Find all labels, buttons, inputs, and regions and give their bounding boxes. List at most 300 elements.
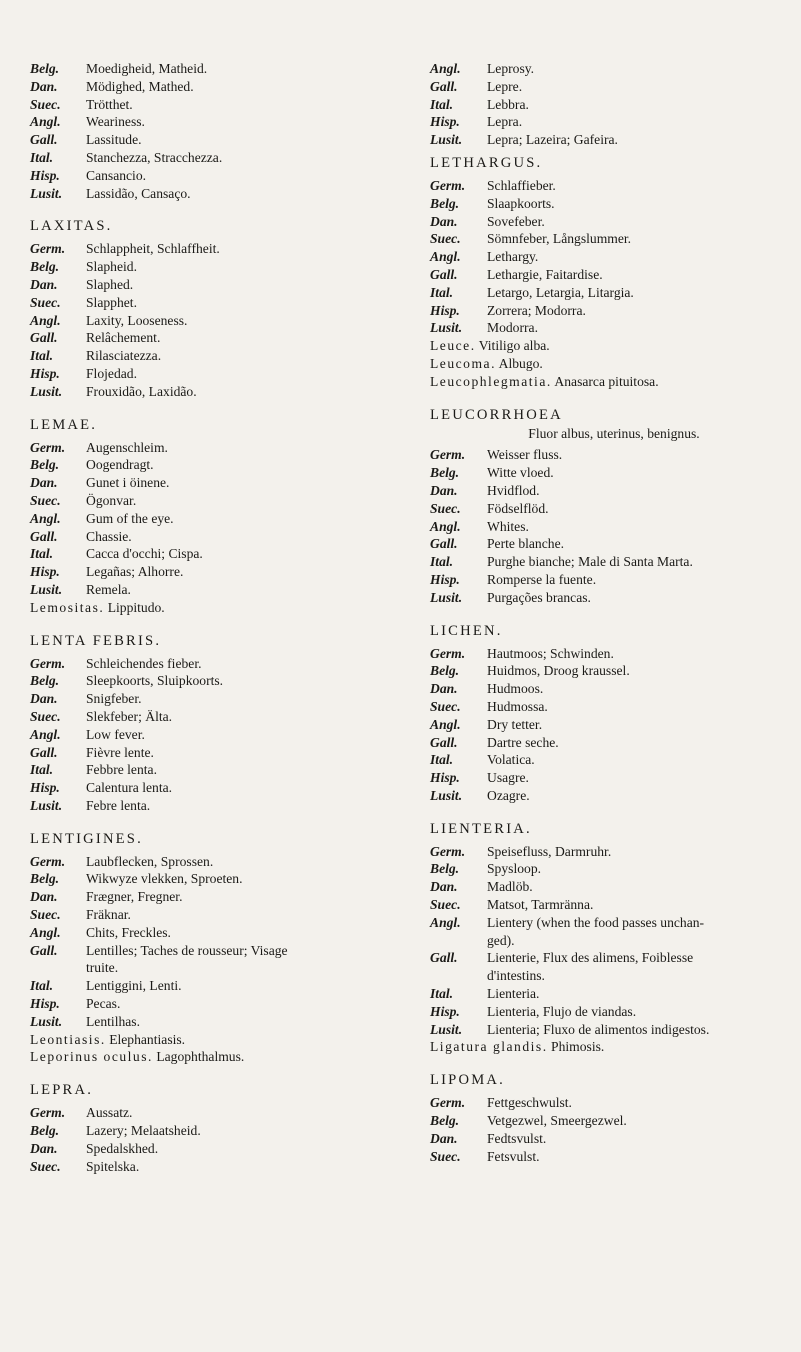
leuce-entry: Leuce. Vitiligo alba. xyxy=(430,338,550,354)
term-text: Purgações brancas. xyxy=(487,589,591,605)
language-label: Angl. xyxy=(30,924,61,940)
language-label: Belg. xyxy=(30,673,60,689)
language-label: Lusit. xyxy=(30,797,63,813)
term-text: Rilasciatezza. xyxy=(86,348,162,364)
heading-laxitas: LAXITAS. xyxy=(30,218,113,235)
entry-row xyxy=(430,878,798,896)
term-text: Sleepkoorts, Sluipkoorts. xyxy=(86,673,224,689)
term-text: Födselflöd. xyxy=(487,500,549,516)
entry-row xyxy=(30,942,400,960)
left-column xyxy=(30,60,400,1175)
entry-row xyxy=(430,1130,798,1148)
language-label: Germ. xyxy=(30,241,66,257)
language-label: Belg. xyxy=(430,465,460,481)
language-label: Angl. xyxy=(30,726,61,742)
language-label: Hisp. xyxy=(430,1003,460,1019)
term-text: Madlöb. xyxy=(487,879,533,895)
entry-row xyxy=(30,492,400,510)
term-text: Oogendragt. xyxy=(86,457,154,473)
language-label: Dan. xyxy=(30,691,58,707)
lepra-continued-block xyxy=(430,60,798,149)
language-label: Germ. xyxy=(30,655,66,671)
entry-row xyxy=(430,680,798,698)
term-text: Chits, Freckles. xyxy=(86,924,171,940)
language-label: Ital. xyxy=(430,752,454,768)
entry-row xyxy=(30,347,400,365)
term-text: Trötthet. xyxy=(86,96,133,112)
entry-row xyxy=(430,518,798,536)
entry-row xyxy=(30,655,400,673)
leucophlegmatia-entry: Leucophlegmatia. Anasarca pituitosa. xyxy=(430,373,659,389)
language-label: Hisp. xyxy=(30,365,60,381)
term-text: Usagre. xyxy=(487,770,529,786)
heading-lenta-febris: LENTA FEBRIS. xyxy=(30,632,162,649)
language-label: Dan. xyxy=(30,889,58,905)
term-text: Hautmoos; Schwinden. xyxy=(487,645,614,661)
term-text: Flojedad. xyxy=(86,365,137,381)
gall-continuation: d'intestins. xyxy=(487,968,545,984)
term-text: Slapheid. xyxy=(86,259,137,275)
language-label: Dan. xyxy=(430,879,458,895)
entry-row xyxy=(430,787,798,805)
angl-continuation: ged). xyxy=(487,932,515,948)
leucoma-entry: Leucoma. Albugo. xyxy=(430,355,543,371)
term-text: Hvidflod. xyxy=(487,482,540,498)
entry-row xyxy=(30,258,400,276)
language-label: Belg. xyxy=(30,871,60,887)
lemositas-entry: Lemositas. Lippitudo. xyxy=(30,599,165,615)
term-text: Cansancio. xyxy=(86,167,147,183)
term-text: Lentiggini, Lenti. xyxy=(86,978,182,994)
right-column xyxy=(430,60,798,1165)
entry-row xyxy=(430,1148,798,1166)
term-text: Slapphet. xyxy=(86,294,137,310)
term-text: Spysloop. xyxy=(487,861,542,877)
entry-row xyxy=(30,1104,400,1122)
language-label: Angl. xyxy=(430,518,461,534)
heading-lipoma: LIPOMA. xyxy=(430,1072,505,1089)
term-text: Fedtsvulst. xyxy=(487,1130,547,1146)
heading-lienteria: LIENTERIA. xyxy=(430,820,532,837)
term-text: Lepra; Lazeira; Gafeira. xyxy=(487,132,618,148)
entry-row xyxy=(30,708,400,726)
language-label: Angl. xyxy=(430,249,461,265)
language-label: Belg. xyxy=(30,61,60,76)
entry-row xyxy=(30,888,400,906)
entry-row xyxy=(430,1094,798,1112)
language-label: Ital. xyxy=(430,986,454,1002)
language-label: Hisp. xyxy=(430,571,460,587)
entry-row xyxy=(430,553,798,571)
term-text: Aussatz. xyxy=(86,1105,133,1121)
entry-row xyxy=(430,302,798,320)
language-label: Dan. xyxy=(430,681,458,697)
term-text: Hudmoos. xyxy=(487,681,544,697)
entry-row xyxy=(430,734,798,752)
lipoma-block xyxy=(430,1094,798,1165)
term-text: Sovefeber. xyxy=(487,213,545,229)
heading-lethargus: LETHARGUS. xyxy=(430,154,543,171)
term-text: Fetsvulst. xyxy=(487,1148,540,1164)
term-text: Letargo, Letargia, Litargia. xyxy=(487,284,634,300)
entry-row xyxy=(30,726,400,744)
term-text: Lethargy. xyxy=(487,249,539,265)
term-text: Fièvre lente. xyxy=(86,744,154,760)
language-label: Lusit. xyxy=(430,589,463,605)
language-label: Germ. xyxy=(30,853,66,869)
language-label: Suec. xyxy=(30,1158,61,1174)
language-label: Ital. xyxy=(430,554,454,570)
entry-row xyxy=(30,581,400,599)
language-label: Gall. xyxy=(430,78,458,94)
lentigines-block xyxy=(30,853,400,960)
language-label: Dan. xyxy=(30,276,58,292)
term-text: Matsot, Tarmränna. xyxy=(487,897,594,913)
term-text: Volatica. xyxy=(487,752,535,768)
term-text: Weisser fluss. xyxy=(487,447,563,463)
language-label: Suec. xyxy=(430,698,461,714)
entry-row xyxy=(30,528,400,546)
entry-row xyxy=(30,96,400,114)
language-label: Gall. xyxy=(430,266,458,282)
term-text: Fräknar. xyxy=(86,907,131,923)
term-text: Lethargie, Faitardise. xyxy=(487,266,603,282)
entry-row xyxy=(430,1021,798,1039)
term-text: Lienteria. xyxy=(487,986,540,1002)
language-label: Gall. xyxy=(30,132,58,148)
term-text: Lassidão, Cansaço. xyxy=(86,185,191,201)
entry-row xyxy=(30,60,400,78)
term-text: Vetgezwel, Smeergezwel. xyxy=(487,1113,627,1129)
language-label: Dan. xyxy=(430,213,458,229)
lenta-febris-block xyxy=(30,655,400,815)
heading-lemae: LEMAE. xyxy=(30,416,98,433)
language-label: Lusit. xyxy=(430,787,463,803)
leucorrhoea-subtitle: Fluor albus, uterinus, benignus. xyxy=(528,425,700,441)
entry-row xyxy=(30,744,400,762)
term-text: Schlappheit, Schlaffheit. xyxy=(86,241,220,257)
term-text: Lienteria; Fluxo de alimentos indigestos. xyxy=(487,1021,710,1037)
laxitas-block xyxy=(30,240,400,400)
lentigines-block-2 xyxy=(30,977,400,1030)
heading-leucorrhoea: LEUCORRHOEA xyxy=(430,406,563,423)
heading-lentigines: LENTIGINES. xyxy=(30,830,143,847)
term-text: Mödighed, Mathed. xyxy=(86,78,194,94)
term-text: Modorra. xyxy=(487,320,538,336)
language-label: Suec. xyxy=(430,500,461,516)
language-label: Lusit. xyxy=(430,132,463,148)
term-text: Zorrera; Modorra. xyxy=(487,302,586,318)
term-text: Lebbra. xyxy=(487,96,529,112)
entry-row xyxy=(30,870,400,888)
language-label: Hisp. xyxy=(30,167,60,183)
language-label: Lusit. xyxy=(30,581,63,597)
language-label: Hisp. xyxy=(30,996,60,1012)
term-text: Fettgeschwulst. xyxy=(487,1095,572,1111)
entry-row xyxy=(30,78,400,96)
term-text: Gum of the eye. xyxy=(86,510,174,526)
language-label: Ital. xyxy=(430,284,454,300)
entry-row xyxy=(30,1140,400,1158)
language-label: Belg. xyxy=(30,1123,60,1139)
entry-row xyxy=(30,761,400,779)
entry-row xyxy=(430,843,798,861)
language-label: Belg. xyxy=(430,195,460,211)
heading-lichen: LICHEN. xyxy=(430,622,503,639)
language-label: Suec. xyxy=(30,294,61,310)
term-text: Lentilhas. xyxy=(86,1013,140,1029)
entry-row xyxy=(30,797,400,815)
language-label: Dan. xyxy=(430,482,458,498)
term-text: Remela. xyxy=(86,581,131,597)
term-text: Laubflecken, Sprossen. xyxy=(86,853,214,869)
entry-row xyxy=(30,690,400,708)
term-text: Lepre. xyxy=(487,78,523,94)
language-label: Gall. xyxy=(30,528,58,544)
term-text: Spitelska. xyxy=(86,1158,140,1174)
entry-row xyxy=(30,1013,400,1031)
language-label: Suec. xyxy=(30,708,61,724)
language-label: Germ. xyxy=(430,447,466,463)
term-text: Purghe bianche; Male di Santa Marta. xyxy=(487,554,693,570)
language-label: Gall. xyxy=(430,734,458,750)
entry-row xyxy=(30,924,400,942)
language-label: Lusit. xyxy=(30,383,63,399)
language-label: Gall. xyxy=(30,942,58,958)
language-label: Suec. xyxy=(430,897,461,913)
language-label: Suec. xyxy=(30,492,61,508)
entry-row xyxy=(30,510,400,528)
lienteria-block xyxy=(430,843,798,932)
term-text: Spedalskhed. xyxy=(86,1140,159,1156)
entry-row xyxy=(430,266,798,284)
term-text: Lazery; Melaatsheid. xyxy=(86,1123,201,1139)
language-label: Belg. xyxy=(430,1113,460,1129)
term-text: Laxity, Looseness. xyxy=(86,312,188,328)
entry-row xyxy=(30,185,400,203)
entry-row xyxy=(430,78,798,96)
entry-row xyxy=(30,1158,400,1176)
entry-row xyxy=(430,248,798,266)
language-label: Gall. xyxy=(430,536,458,552)
entry-row xyxy=(430,464,798,482)
entry-row xyxy=(430,230,798,248)
term-text: Perte blanche. xyxy=(487,536,564,552)
term-text: Ögonvar. xyxy=(86,492,137,508)
language-label: Gall. xyxy=(30,744,58,760)
entry-row xyxy=(30,131,400,149)
term-text: Pecas. xyxy=(86,996,121,1012)
entry-row xyxy=(430,446,798,464)
term-text: Speisefluss, Darmruhr. xyxy=(487,843,612,859)
entry-row xyxy=(30,995,400,1013)
language-label: Lusit. xyxy=(430,320,463,336)
language-label: Dan. xyxy=(30,78,58,94)
term-text: Frægner, Fregner. xyxy=(86,889,183,905)
term-text: Slaphed. xyxy=(86,276,134,292)
entry-row xyxy=(430,482,798,500)
language-label: Lusit. xyxy=(30,185,63,201)
leporinus-entry: Leporinus oculus. Lagophthalmus. xyxy=(30,1049,245,1065)
language-label: Germ. xyxy=(30,1105,66,1121)
entry-row xyxy=(30,240,400,258)
entry-row xyxy=(430,662,798,680)
entry-row xyxy=(30,672,400,690)
lepra-block xyxy=(30,1104,400,1175)
entry-row xyxy=(430,860,798,878)
term-text: Low fever. xyxy=(86,726,145,742)
term-text: Lentilles; Taches de rousseur; Visage xyxy=(86,942,288,958)
term-text: Moedigheid, Matheid. xyxy=(86,61,208,76)
entry-row xyxy=(430,645,798,663)
entry-row xyxy=(30,779,400,797)
term-text: Witte vloed. xyxy=(487,465,554,481)
language-label: Angl. xyxy=(30,312,61,328)
entry-row xyxy=(30,474,400,492)
entry-row xyxy=(430,319,798,337)
term-text: Huidmos, Droog kraussel. xyxy=(487,663,630,679)
entry-row xyxy=(30,545,400,563)
entry-row xyxy=(30,329,400,347)
language-label: Germ. xyxy=(30,439,66,455)
entry-row xyxy=(430,500,798,518)
term-text: Romperse la fuente. xyxy=(487,571,597,587)
term-text: Febre lenta. xyxy=(86,797,151,813)
entry-row xyxy=(30,276,400,294)
language-label: Dan. xyxy=(30,1140,58,1156)
term-text: Slaapkoorts. xyxy=(487,195,555,211)
language-label: Hisp. xyxy=(430,302,460,318)
term-text: Lienterie, Flux des alimens, Foiblesse xyxy=(487,950,694,966)
entry-row xyxy=(30,906,400,924)
language-label: Ital. xyxy=(30,762,54,778)
language-label: Angl. xyxy=(430,716,461,732)
language-label: Suec. xyxy=(430,231,461,247)
entry-row xyxy=(430,195,798,213)
term-text: Snigfeber. xyxy=(86,691,142,707)
entry-row xyxy=(30,1122,400,1140)
entry-row xyxy=(30,456,400,474)
term-text: Ozagre. xyxy=(487,787,530,803)
entry-row xyxy=(430,1112,798,1130)
entry-row xyxy=(430,1003,798,1021)
lemae-block xyxy=(30,439,400,599)
language-label: Suec. xyxy=(30,96,61,112)
language-label: Gall. xyxy=(30,330,58,346)
term-text: Hudmossa. xyxy=(487,698,548,714)
language-label: Hisp. xyxy=(30,780,60,796)
entry-row xyxy=(430,213,798,231)
language-label: Belg. xyxy=(430,861,460,877)
entry-row xyxy=(430,535,798,553)
entry-row xyxy=(430,96,798,114)
term-text: Dartre seche. xyxy=(487,734,559,750)
entry-row xyxy=(430,177,798,195)
term-text: Schlaffieber. xyxy=(487,177,556,193)
lichen-block xyxy=(430,645,798,805)
moedigheid-block xyxy=(30,60,400,202)
language-label: Belg. xyxy=(430,663,460,679)
term-text: Augenschleim. xyxy=(86,439,168,455)
language-label: Dan. xyxy=(430,1130,458,1146)
term-text: Relâchement. xyxy=(86,330,161,346)
language-label: Gall. xyxy=(430,950,458,966)
language-label: Ital. xyxy=(430,96,454,112)
entry-row xyxy=(430,769,798,787)
entry-row xyxy=(30,113,400,131)
entry-row xyxy=(430,985,798,1003)
heading-lepra: LEPRA. xyxy=(30,1082,94,1099)
language-label: Suec. xyxy=(30,907,61,923)
term-text: Stanchezza, Stracchezza. xyxy=(86,149,223,165)
entry-row xyxy=(430,589,798,607)
language-label: Lusit. xyxy=(30,1013,63,1029)
entry-row xyxy=(430,698,798,716)
lethargus-block xyxy=(430,177,798,337)
language-label: Germ. xyxy=(430,1095,466,1111)
entry-row xyxy=(430,113,798,131)
language-label: Angl. xyxy=(430,61,461,76)
language-label: Germ. xyxy=(430,843,466,859)
entry-row xyxy=(30,365,400,383)
term-text: Lienteria, Flujo de viandas. xyxy=(487,1003,637,1019)
entry-row xyxy=(30,149,400,167)
language-label: Ital. xyxy=(30,149,54,165)
term-text: Dry tetter. xyxy=(487,716,543,732)
gall-row xyxy=(430,949,798,967)
entry-row xyxy=(430,131,798,149)
term-text: Calentura lenta. xyxy=(86,780,173,796)
language-label: Lusit. xyxy=(430,1021,463,1037)
term-text: Slekfeber; Älta. xyxy=(86,708,173,724)
language-label: Belg. xyxy=(30,457,60,473)
language-label: Angl. xyxy=(30,510,61,526)
term-text: Frouxidão, Laxidão. xyxy=(86,383,197,399)
term-text: Schleichendes fieber. xyxy=(86,655,202,671)
term-text: Chassie. xyxy=(86,528,132,544)
term-text: Lientery (when the food passes unchan- xyxy=(487,914,705,930)
entry-row xyxy=(30,312,400,330)
term-text: Leprosy. xyxy=(487,61,535,76)
language-label: Dan. xyxy=(30,475,58,491)
entry-row xyxy=(430,716,798,734)
language-label: Hisp. xyxy=(430,770,460,786)
term-text: Lassitude. xyxy=(86,132,142,148)
entry-row xyxy=(430,571,798,589)
gall-continuation: truite. xyxy=(86,960,119,976)
entry-row xyxy=(30,167,400,185)
entry-row xyxy=(30,977,400,995)
entry-row xyxy=(30,383,400,401)
entry-row xyxy=(30,853,400,871)
term-text: Sömnfeber, Långslummer. xyxy=(487,231,632,247)
entry-row xyxy=(30,439,400,457)
term-text: Cacca d'occhi; Cispa. xyxy=(86,546,203,562)
entry-row xyxy=(430,751,798,769)
term-text: Lepra. xyxy=(487,114,523,130)
language-label: Hisp. xyxy=(30,564,60,580)
language-label: Belg. xyxy=(30,259,60,275)
term-text: Weariness. xyxy=(86,114,145,130)
language-label: Hisp. xyxy=(430,114,460,130)
term-text: Whites. xyxy=(487,518,529,534)
language-label: Germ. xyxy=(430,645,466,661)
term-text: Gunet i öinene. xyxy=(86,475,170,491)
lienteria-block-2 xyxy=(430,985,798,1038)
leontiasis-entry: Leontiasis. Elephantiasis. xyxy=(30,1031,186,1047)
term-text: Febbre lenta. xyxy=(86,762,157,778)
entry-row xyxy=(430,914,798,932)
